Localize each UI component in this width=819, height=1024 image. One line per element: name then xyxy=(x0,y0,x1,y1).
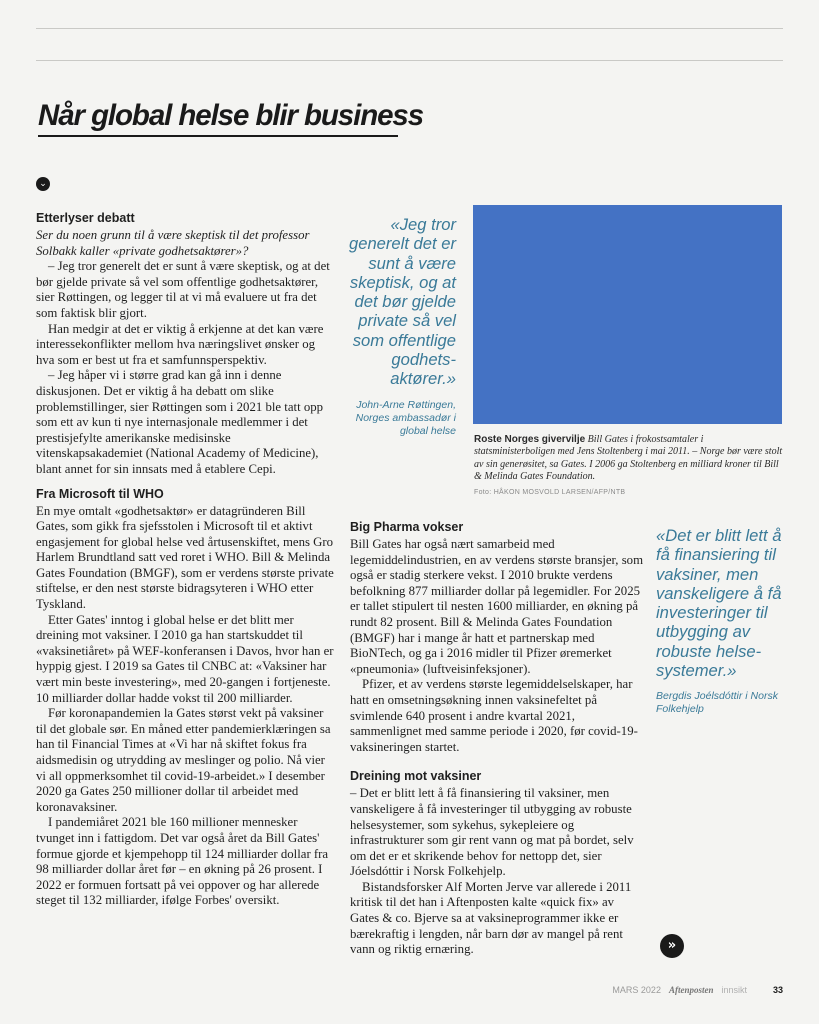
body-paragraph: Bill Gates har også nært samarbeid med legemiddelindustrien, en av verdens største bransjer, som også er stadig sterkere vekst. I 2010 brukte verdens befolkning 877 milliarder dollar på legemidler. For 2025 er tallet stipulert til nesten 1600 milliarder, en økning på rundt 82 prosent. Bill & Melinda Gates Foundation (BMGF) har i mange år hatt et partnerskap med BioNTech, og ga i 2016 midler til Pfizer øremerket «pneumonia» (luftveisinfeksjoner). xyxy=(350,537,644,676)
body-paragraph: Pfizer, et av verdens største legemiddelselskaper, har hatt en omsetningsøkning innen vaksinefeltet på svimlende 640 prosent i andre kvartal 2021, sammenlignet med samme periode i 2020, før covid-19-vaksineringen startet. xyxy=(350,677,638,754)
section-heading-etterlyser-debatt: Etterlyser debatt xyxy=(36,211,135,225)
photo-credit: Foto: HÅKON MOSVOLD LARSEN/AFP/NTB xyxy=(474,488,626,496)
column-left xyxy=(36,211,336,909)
photo-placeholder xyxy=(473,205,782,424)
caption-text: Bill Gates i frokostsamtaler i statsministerboligen med Jens Stoltenberg i mai 2011. – Norge bør være stolt av sin generøsitet, sa Gates. I 2006 ga Stoltenberg en milliard kroner til Bill & Melinda Gates Foundation. xyxy=(474,434,783,483)
issue-date: MARS 2022 xyxy=(612,985,661,995)
pullquote-joelsdottir xyxy=(656,526,788,716)
body-paragraph: Før koronapandemien la Gates størst vekt på vaksiner til det globale sør. En måned etter pandemierklæringen sa han til Financial Times at «Vi har nå skiftet fokus fra aidsmedisin og utrydding av meslinger og polio. Nå vier vi all oppmerksomhet til covid-19-arbeidet.» I desember 2020 ga Gates 250 millioner dollar til arbeidet med koronavaksiner. xyxy=(36,706,331,814)
top-rule-1 xyxy=(36,28,783,29)
body-paragraph: Etter Gates' inntog i global helse er det blitt mer dreining mot vaksiner. I 2010 ga han startskuddet til «vaksinetiåret» på WEF-konferansen i Davos, hvor han er hyppig gjest. I 2019 sa Gates til CNBC at: «Vaksiner har vært min beste investering», med 20-gangen i fortjeneste. 10 milliarder dollar hadde vokst til 200 milliarder. xyxy=(36,612,334,705)
pullquote-attribution: Bergdis Joélsdóttir i Norsk Folkehjelp xyxy=(656,690,778,716)
section-name: innsikt xyxy=(721,985,747,995)
section-heading-dreining-mot-vaksiner: Dreining mot vaksiner xyxy=(350,769,482,784)
headline: Når global helse blir business xyxy=(38,100,398,137)
photo-caption xyxy=(474,434,784,499)
body-paragraph: – Jeg håper vi i større grad kan gå inn i denne diskusjonen. Det er viktig å ha debatt om slike problemstillinger, sier Røttingen som i 2021 ble tatt opp som ett av kun ti nye internasjonale medlemmer i det prestisjefylte amerikanske medisinske vitenskapsakademiet (National Academy of Medicine), blant annet for sin innsats med å etablere Cepi. xyxy=(36,368,324,476)
caption-lead: Roste Norges givervilje xyxy=(474,434,586,445)
pullquote-rottingen xyxy=(340,215,456,438)
intro-question: Ser du noen grunn til å være skeptisk til det professor Solbakk kaller «private godhetsaktører»? xyxy=(36,228,310,258)
body-paragraph: – Det er blitt lett å få finansiering til vaksiner, men vanskeligere å få investeringer til utbygging av robuste helsesystemer, som sykehus, sykepleiere og infrastrukturer som gir rent vann og mat på bordet, selv om det er et skrikende behov for nettopp det, sier Jóelsdóttir i Norsk Folkehjelp. xyxy=(350,786,634,879)
double-chevron-right-icon[interactable]: » xyxy=(660,934,684,958)
page-footer xyxy=(612,985,783,995)
section-heading-fra-microsoft-til-who: Fra Microsoft til WHO xyxy=(36,486,164,501)
pullquote-attribution: John-Arne Røttingen, Norges ambassadør i global helse xyxy=(355,398,456,437)
body-paragraph: Bistandsforsker Alf Morten Jerve var allerede i 2011 kritisk til det han i Aftenposten kalte «quick fix» av Gates & co. Bjerve sa at vaksineprogrammer ikke er bærekraftig i lengden, når barn dør av mangel på rent vann og riktig ernæring. xyxy=(350,879,632,957)
body-paragraph: I pandemiåret 2021 ble 160 millioner mennesker tvunget inn i fattigdom. Det var også året da Bill Gates' formue gjorde et kjempehopp til 124 milliarder dollar fra 98 milliarder dollar året før – en økning på 26 prosent. I 2022 er formuen fortsatt på vei oppover og har allerede steget til 132 milliarder, ifølge Forbes' oversikt. xyxy=(36,815,329,908)
section-heading-big-pharma: Big Pharma vokser xyxy=(350,520,464,534)
pullquote-text: «Det er blitt lett å få finansiering til vaksiner, men vanskeligere å få investeringer til utbygging av robuste helsesystemer.» xyxy=(656,526,782,681)
chevron-down-icon: ⌄ xyxy=(36,177,50,191)
body-paragraph: En mye omtalt «godhetsaktør» er datagründeren Bill Gates, som gikk fra sjefsstolen i Microsoft til et aktivt engasjement for global helse ved årtusenskiftet, mens Gro Harlem Brundtland satt ved roret i WHO. Bill & Melinda Gates Foundation (BMGF), som er verdens største private stiftelse, er den nest største bidragsyteren i WHO etter Tyskland. xyxy=(36,503,334,612)
publication-brand: Aftenposten xyxy=(668,985,714,995)
top-rule-2 xyxy=(36,60,783,61)
page-number: 33 xyxy=(772,985,783,995)
pullquote-text: «Jeg tror generelt det er sunt å være skeptisk, og at det bør gjelde private så vel som offentlige godhetsaktører.» xyxy=(348,215,456,389)
body-paragraph: Han medgir at det er viktig å erkjenne at det kan være interessekonflikter mellom hva næringslivet ønsker og hva som er best ut fra et samfunnsperspektiv. xyxy=(36,321,324,367)
body-paragraph: – Jeg tror generelt det er sunt å være skeptisk, og at det bør gjelde private så vel som offentlige godhetsaktører, sier Røttingen, og legger til at vi må evaluere ut fra det som faktisk blir gjort. xyxy=(36,259,330,320)
column-middle xyxy=(350,520,644,958)
